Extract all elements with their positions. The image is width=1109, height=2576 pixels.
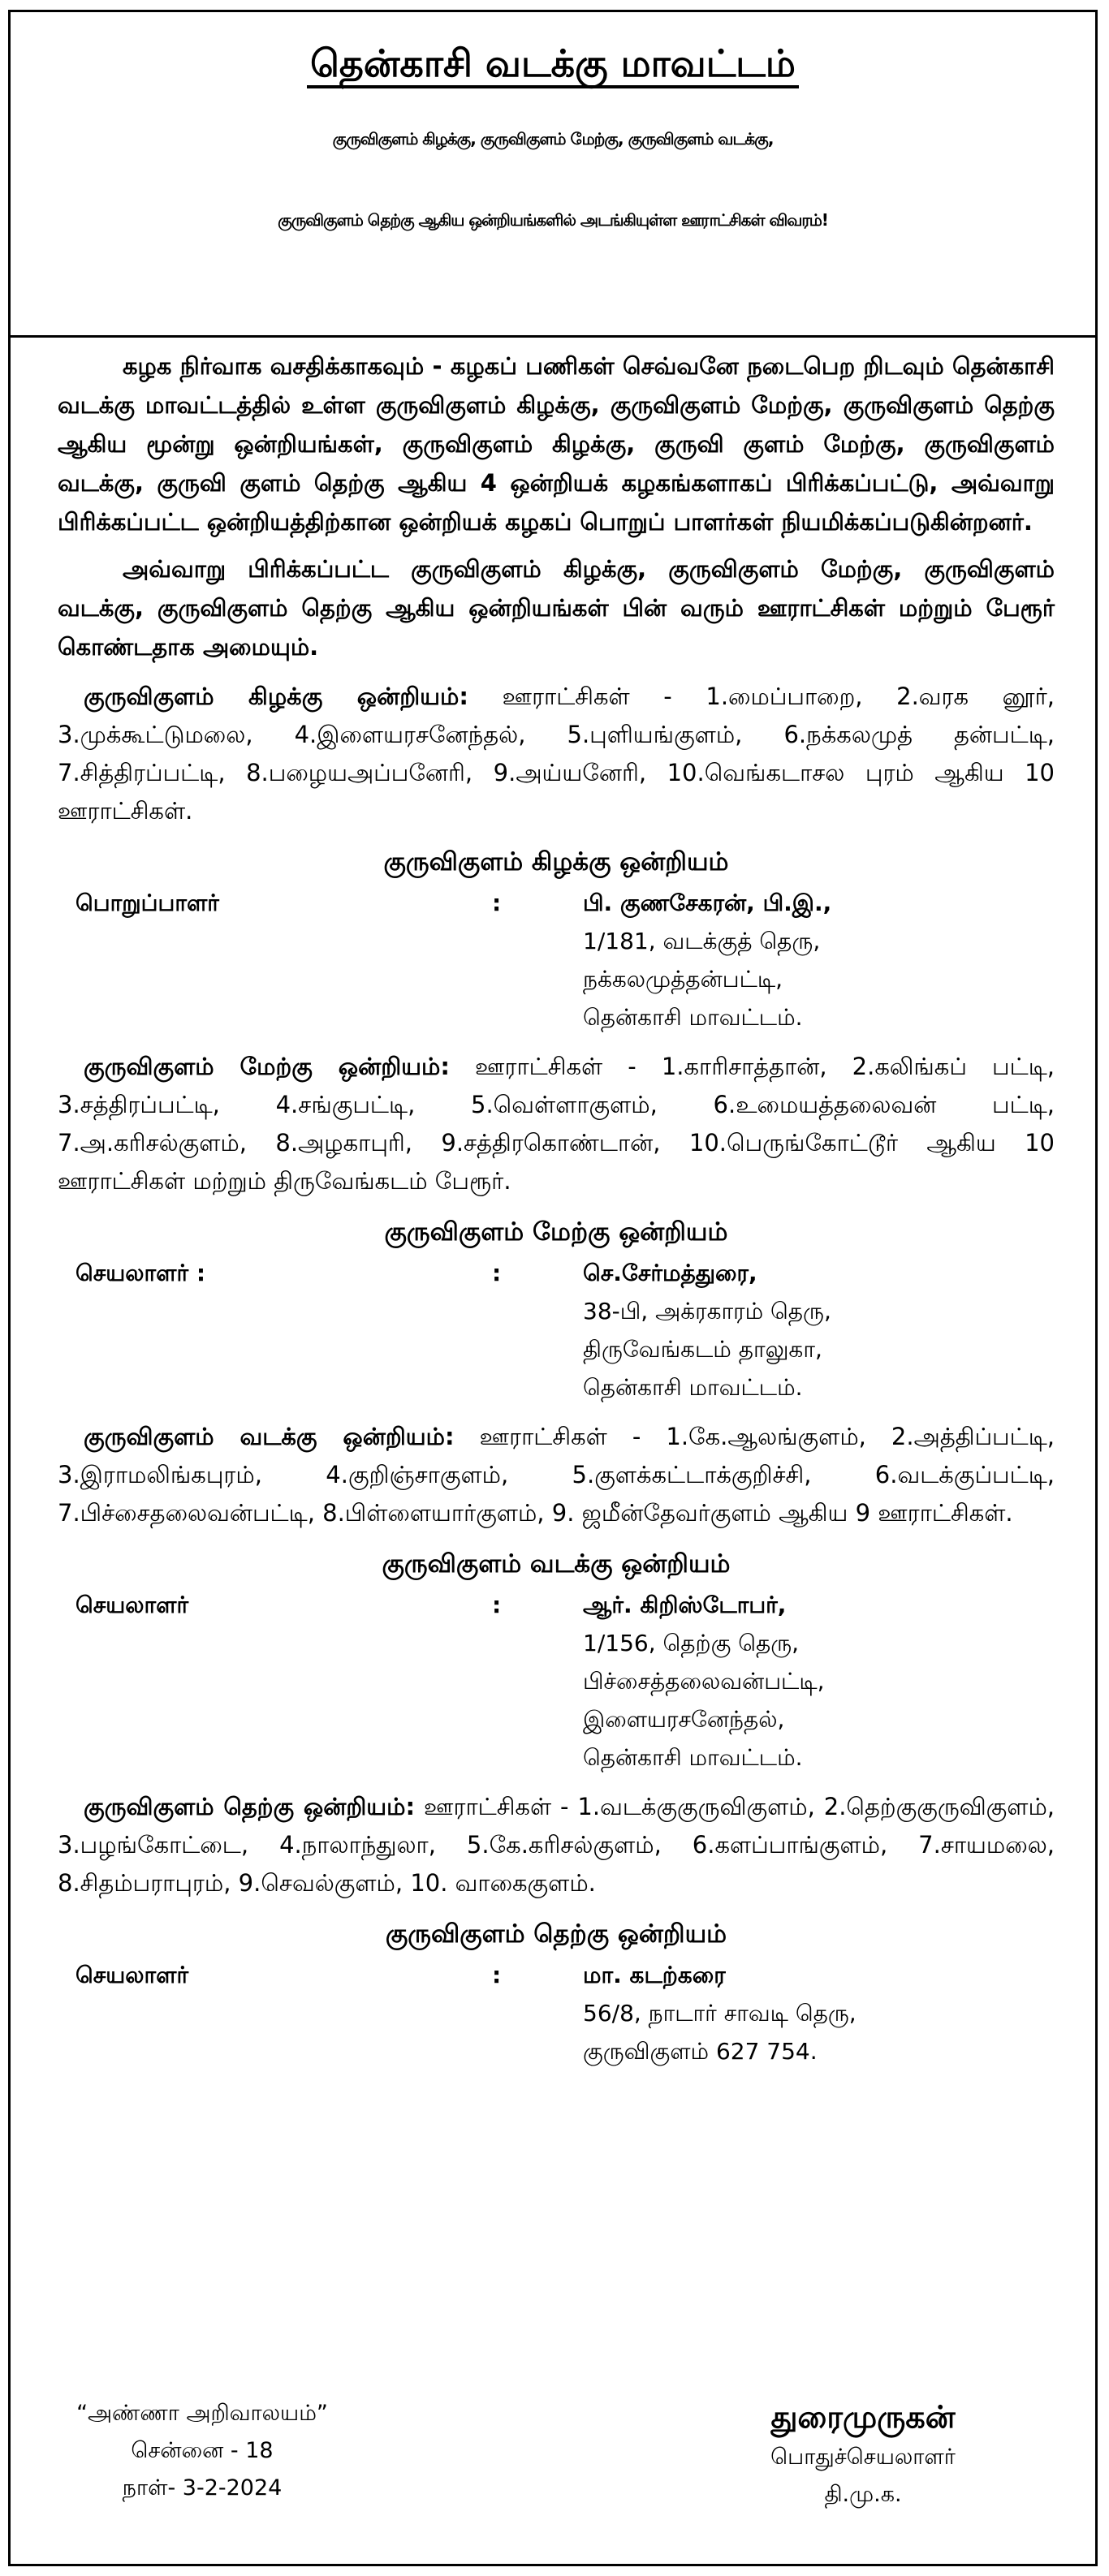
address-line: 1/156, தெற்கு தெரு,: [583, 1630, 800, 1656]
office-colon: :: [492, 1592, 502, 1618]
office-colon: :: [492, 1260, 502, 1286]
union-south-heading: குருவிகுளம் தெற்கு ஒன்றியம்:: [84, 1793, 416, 1820]
address-line: 56/8, நாடார் சாவடி தெரு,: [583, 2000, 857, 2027]
headline-line-2: குருவிகுளம் தெற்கு ஆகிய ஒன்றியங்களில் அடங்கியுள்ள ஊராட்சிகள் விவரம்!: [278, 210, 828, 230]
address-line: 1/181, வடக்குத் தெரு,: [583, 928, 821, 954]
union-north-villages: [58, 1418, 1055, 1532]
party-name: தி.மு.க.: [824, 2482, 902, 2507]
office-role: செயலாளர்: [76, 1962, 189, 1988]
address-line: தென்காசி மாவட்டம்.: [583, 1374, 803, 1401]
address-line: பிச்சைத்தலைவன்பட்டி,: [583, 1668, 825, 1695]
address-line: இளையரசனேந்தல்,: [583, 1706, 785, 1733]
office-colon: :: [492, 890, 502, 916]
union-north-village-list: ஊராட்சிகள் - 1.கே.ஆலங்குளம், 2.அத்திப்பட்டி, 3.இராமலிங்கபுரம், 4.குறிஞ்சாகுளம், 5.குளக்கட்டாக்குறிச்சி, 6.வடக்குப்பட்டி, 7.பிச்சைதலைவன்பட்டி, 8.பிள்ளையார்குளம், 9. ஜமீன்தேவர்குளம் ஆகிய 9 ஊராட்சிகள்.: [58, 1423, 1055, 1527]
office-address: [583, 1254, 831, 1406]
union-north-heading: குருவிகுளம் வடக்கு ஒன்றியம்:: [84, 1423, 455, 1450]
union-south-villages: [58, 1788, 1055, 1902]
notice-date: நாள்- 3-2-2024: [122, 2475, 283, 2501]
union-south-office-heading: குருவிகுளம் தெற்கு ஒன்றியம்: [385, 1919, 727, 1949]
office-name: பி. குணசேகரன், பி.இ.,: [583, 890, 832, 916]
notice-body: [58, 347, 1055, 2070]
intro-paragraph-1: கழக நிர்வாக வசதிக்காகவும் - கழகப் பணிகள் செவ்வனே நடைபெற றிடவும் தென்காசி வடக்கு மாவட்டத்தில் உள்ள குருவிகுளம் கிழக்கு, குருவிகுளம் மேற்கு, குருவிகுளம் தெற்கு ஆகிய மூன்று ஒன்றியங்கள், குருவிகுளம் கிழக்கு, குருவி குளம் மேற்கு, குருவிகுளம் வடக்கு, குருவி குளம் தெற்கு ஆகிய 4 ஒன்றியக் கழகங்களாகப் பிரிக்கப்பட்டு, அவ்வாறு பிரிக்கப்பட்ட ஒன்றியத்திற்கான ஒன்றியக் கழகப் பொறுப் பாளர்கள் நியமிக்கப்படுகின்றனர்.: [58, 352, 1055, 536]
intro-paragraph-2: அவ்வாறு பிரிக்கப்பட்ட குருவிகுளம் கிழக்கு, குருவிகுளம் மேற்கு, குருவிகுளம் வடக்கு, குருவிகுளம் தெற்கு ஆகிய ஒன்றியங்கள் பின் வரும் ஊராட்சிகள் மற்றும் பேரூர் கொண்டதாக அமையும்.: [58, 555, 1055, 661]
signatory-block: [741, 2395, 985, 2514]
union-east-villages: [58, 678, 1055, 830]
union-south-office-bearer: [58, 1956, 1055, 2070]
address-line: நக்கலமுத்தன்பட்டி,: [583, 966, 783, 993]
office-place-name: “அண்ணா அறிவாலயம்”: [76, 2401, 328, 2426]
union-east-office-bearer: [58, 884, 1055, 1036]
office-address: [583, 884, 831, 1036]
union-west-villages: [58, 1048, 1055, 1200]
union-east-heading: குருவிகுளம் கிழக்கு ஒன்றியம்:: [84, 683, 468, 710]
union-east-village-list: ஊராட்சிகள் - 1.மைப்பாறை, 2.வரக னூர், 3.முக்கூட்டுமலை, 4.இளையரசனேந்தல், 5.புளியங்குளம், 6.நக்கலமுத் தன்பட்டி, 7.சித்திரப்பட்டி, 8.பழையஅப்பனேரி, 9.அய்யனேரி, 10.வெங்கடாசல புரம் ஆகிய 10 ஊராட்சிகள்.: [58, 683, 1055, 825]
union-south-village-list: ஊராட்சிகள் - 1.வடக்குகுருவிகுளம், 2.தெற்குகுருவிகுளம், 3.பழங்கோட்டை, 4.நாலாந்துலா, 5.கே.கரிசல்குளம், 6.களப்பாங்குளம், 7.சாயமலை, 8.சிதம்பராபுரம், 9.செவல்குளம், 10. வாகைகுளம்.: [58, 1793, 1055, 1897]
address-line: குருவிகுளம் 627 754.: [583, 2038, 818, 2065]
issuing-office: [56, 2395, 348, 2507]
office-name: மா. கடற்கரை: [583, 1962, 726, 1988]
address-line: 38-பி, அக்ரகாரம் தெரு,: [583, 1298, 831, 1325]
headline-line-1: குருவிகுளம் கிழக்கு, குருவிகுளம் மேற்கு, குருவிகுளம் வடக்கு,: [332, 129, 774, 149]
signatory-designation: பொதுச்செயலாளர்: [770, 2445, 956, 2470]
union-west-office-bearer: [58, 1254, 1055, 1406]
address-line: திருவேங்கடம் தாலுகா,: [583, 1336, 822, 1363]
address-line: தென்காசி மாவட்டம்.: [583, 1004, 803, 1031]
union-north-office-bearer: [58, 1586, 1055, 1777]
union-west-heading: குருவிகுளம் மேற்கு ஒன்றியம்:: [84, 1053, 450, 1080]
office-address: [583, 1956, 857, 2070]
signatory-name: துரைமுருகன்: [770, 2399, 956, 2435]
office-name: செ.சேர்மத்துரை,: [583, 1260, 757, 1286]
notice-frame: [8, 10, 1098, 2566]
union-west-village-list: ஊராட்சிகள் - 1.காரிசாத்தான், 2.கலிங்கப் பட்டி, 3.சத்திரப்பட்டி, 4.சங்குபட்டி, 5.வெள்ளாகுளம், 6.உமையத்தலைவன் பட்டி, 7.அ.கரிசல்குளம், 8.அழகாபுரி, 9.சத்திரகொண்டான், 10.பெருங்கோட்டூர் ஆகிய 10 ஊராட்சிகள் மற்றும் திருவேங்கடம் பேரூர்.: [58, 1053, 1055, 1195]
union-north-office-heading: குருவிகுளம் வடக்கு ஒன்றியம்: [382, 1549, 731, 1579]
union-east-office-heading: குருவிகுளம் கிழக்கு ஒன்றியம்: [383, 847, 729, 877]
district-title: தென்காசி வடக்கு மாவட்டம்: [307, 41, 799, 88]
office-role: செயலாளர் :: [76, 1260, 206, 1286]
union-west-office-heading: குருவிகுளம் மேற்கு ஒன்றியம்: [384, 1217, 728, 1247]
office-role: பொறுப்பாளர்: [76, 890, 219, 916]
office-role: செயலாளர்: [76, 1592, 189, 1618]
office-address: [583, 1586, 825, 1777]
header-divider: [11, 335, 1095, 338]
district-heading: [11, 28, 1095, 98]
office-colon: :: [492, 1962, 502, 1988]
office-name: ஆர். கிறிஸ்டோபர்,: [583, 1592, 787, 1618]
address-line: தென்காசி மாவட்டம்.: [583, 1744, 803, 1771]
notice-footer: [11, 2395, 1095, 2557]
office-city: சென்னை - 18: [131, 2438, 274, 2463]
